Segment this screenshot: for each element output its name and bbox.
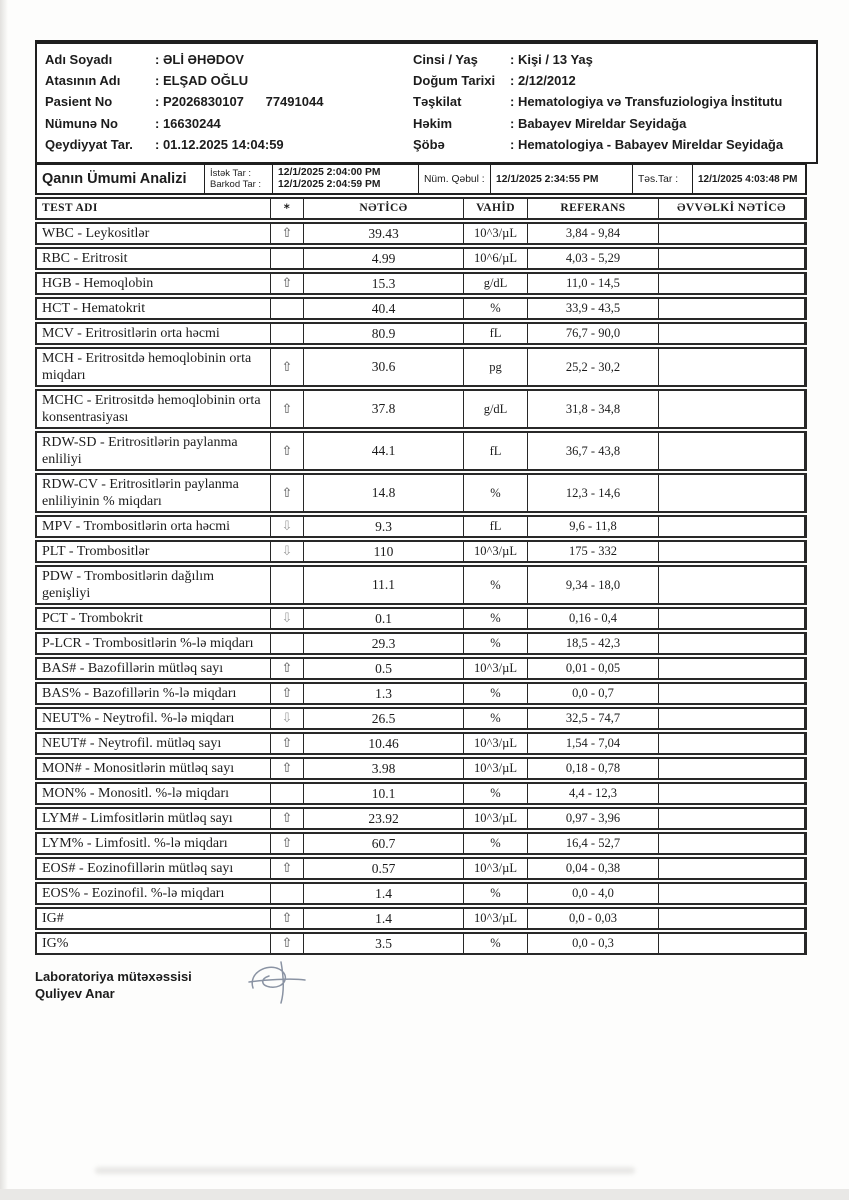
result-value: 1.4 [304,909,464,928]
patient-field-value: : Hematologiya - Babayev Mireldar Seyidağa [510,136,784,152]
previous-result [659,567,805,603]
up-arrow-icon: ⇧ [271,684,304,703]
unit-value: % [464,934,528,953]
result-row [35,682,807,705]
patient-field-value: : Kişi / 13 Yaş [510,52,593,67]
patient-field-label: Pasient No [45,94,113,110]
reference-range: 3,84 - 9,84 [528,224,659,243]
up-arrow-icon: ⇧ [271,274,304,293]
patient-field-value: : Hematologiya və Transfuziologiya İnstitutu [510,94,783,110]
test-name: LYM# - Limfositlərin mütləq sayı [37,809,271,828]
unit-value: 10^3/µL [464,859,528,878]
reference-range: 0,97 - 3,96 [528,809,659,828]
unit-value: % [464,634,528,653]
patient-field-left-1 [45,70,413,91]
test-name: RBC - Eritrosit [37,249,271,268]
result-row [35,431,807,471]
test-name: BAS# - Bazofillərin mütləq sayı [37,659,271,678]
result-row [35,732,807,755]
up-arrow-icon: ⇧ [271,809,304,828]
result-value: 80.9 [304,324,464,343]
flag-cell [271,884,304,903]
unit-value: % [464,684,528,703]
test-name: NEUT# - Neytrofil. mütləq sayı [37,734,271,753]
previous-result [659,734,805,753]
request-date-labels [205,165,273,193]
reference-range: 0,04 - 0,38 [528,859,659,878]
flag-cell [271,249,304,268]
result-row [35,782,807,805]
results-table-body [35,222,807,955]
previous-result [659,249,805,268]
patient-field-value: : 01.12.2025 14:04:59 [155,136,284,152]
test-name: PLT - Trombositlər [37,542,271,561]
previous-result [659,391,805,427]
flag-cell [271,634,304,653]
unit-value: % [464,784,528,803]
previous-result [659,324,805,343]
up-arrow-icon: ⇧ [271,391,304,427]
reference-range: 18,5 - 42,3 [528,634,659,653]
patient-field-value: : ƏLİ ƏHƏDOV [155,52,244,67]
patient-field-label: Qeydiyyat Tar. [45,136,133,152]
previous-result [659,859,805,878]
results-table [35,197,807,955]
previous-result [659,634,805,653]
result-value: 39.43 [304,224,464,243]
unit-value: % [464,475,528,511]
result-row [35,907,807,930]
patient-field-right-2 [413,91,808,112]
tes-tar-label: Təs.Tar : [633,165,693,193]
result-value: 37.8 [304,391,464,427]
reference-range: 0,18 - 0,78 [528,759,659,778]
header-test-adi: TEST ADI [37,199,271,218]
result-value: 1.4 [304,884,464,903]
reference-range: 31,8 - 34,8 [528,391,659,427]
result-value: 23.92 [304,809,464,828]
result-value: 3.98 [304,759,464,778]
unit-value: g/dL [464,391,528,427]
result-row [35,540,807,563]
result-row [35,515,807,538]
patient-field-label: Doğum Tarixi [413,73,496,89]
up-arrow-icon: ⇧ [271,734,304,753]
result-value: 29.3 [304,634,464,653]
result-value: 1.3 [304,684,464,703]
result-row [35,272,807,295]
result-value: 0.57 [304,859,464,878]
patient-info-right-column [413,49,808,155]
patient-field-label: Adı Soyadı [45,52,113,67]
test-name: NEUT% - Neytrofil. %-lə miqdarı [37,709,271,728]
patient-field-right-0 [413,49,808,70]
result-value: 11.1 [304,567,464,603]
result-row [35,347,807,387]
test-name: EOS# - Eozinofillərin mütləq sayı [37,859,271,878]
patient-field-value: : ELŞAD OĞLU [155,73,249,89]
test-name: MPV - Trombositlərin orta həcmi [37,517,271,536]
previous-result [659,475,805,511]
previous-result [659,834,805,853]
reference-range: 33,9 - 43,5 [528,299,659,318]
unit-value: 10^3/µL [464,542,528,561]
test-name: WBC - Leykositlər [37,224,271,243]
scan-smudge [95,1167,635,1174]
patient-field-label: Nümunə No [45,115,118,131]
previous-result [659,709,805,728]
tes-tar-value: 12/1/2025 4:03:48 PM [698,173,798,185]
unit-value: 10^3/µL [464,224,528,243]
istek-tar-value: 12/1/2025 2:04:00 PM [278,166,381,178]
previous-result [659,659,805,678]
unit-value: fL [464,324,528,343]
patient-field-label: Təşkilat [413,94,462,110]
unit-value: g/dL [464,274,528,293]
unit-value: % [464,299,528,318]
result-row [35,857,807,880]
result-row [35,632,807,655]
reference-range: 0,0 - 0,7 [528,684,659,703]
reference-range: 0,16 - 0,4 [528,609,659,628]
result-value: 10.1 [304,784,464,803]
previous-result [659,759,805,778]
unit-value: 10^6/µL [464,249,528,268]
patient-field-right-1 [413,70,808,91]
patient-info-left-column [45,49,413,155]
patient-field-right-3 [413,113,808,134]
result-value: 4.99 [304,249,464,268]
flag-cell [271,784,304,803]
previous-result [659,433,805,469]
reference-range: 175 - 332 [528,542,659,561]
up-arrow-icon: ⇧ [271,909,304,928]
header-evvelki-netice: ƏVVƏLKİ NƏTİCƏ [659,199,805,218]
previous-result [659,609,805,628]
patient-field-left-2 [45,91,413,112]
patient-field-value: : 16630244 [155,115,221,131]
previous-result [659,909,805,928]
num-qebul-label: Nüm. Qəbul : [419,165,491,193]
reference-range: 0,0 - 0,03 [528,909,659,928]
test-name: P-LCR - Trombositlərin %-lə miqdarı [37,634,271,653]
up-arrow-icon: ⇧ [271,433,304,469]
reference-range: 11,0 - 14,5 [528,274,659,293]
result-value: 0.5 [304,659,464,678]
result-row [35,322,807,345]
flag-cell [271,567,304,603]
patient-field-left-3 [45,113,413,134]
unit-value: 10^3/µL [464,909,528,928]
up-arrow-icon: ⇧ [271,349,304,385]
test-name: PCT - Trombokrit [37,609,271,628]
result-row [35,222,807,245]
previous-result [659,542,805,561]
request-date-values [273,165,419,193]
down-arrow-icon: ⇩ [271,709,304,728]
reference-range: 4,4 - 12,3 [528,784,659,803]
result-row [35,882,807,905]
result-value: 30.6 [304,349,464,385]
reference-range: 36,7 - 43,8 [528,433,659,469]
up-arrow-icon: ⇧ [271,659,304,678]
result-row [35,657,807,680]
patient-field-label: Şöbə [413,136,445,152]
up-arrow-icon: ⇧ [271,475,304,511]
unit-value: % [464,884,528,903]
previous-result [659,809,805,828]
unit-value: % [464,609,528,628]
up-arrow-icon: ⇧ [271,859,304,878]
test-name: MCHC - Eritrositdə hemoqlobinin orta konsentrasiyası [37,391,271,427]
unit-value: 10^3/µL [464,659,528,678]
istek-tar-label: İstək Tar : [210,168,252,180]
test-name: IG# [37,909,271,928]
test-name: LYM% - Limfositl. %-lə miqdarı [37,834,271,853]
patient-field-value: : 2/12/2012 [510,73,576,89]
result-value: 3.5 [304,934,464,953]
previous-result [659,349,805,385]
result-row [35,832,807,855]
test-name: MCV - Eritrositlərin orta həcmi [37,324,271,343]
result-value: 40.4 [304,299,464,318]
previous-result [659,224,805,243]
patient-field-left-4 [45,134,413,155]
unit-value: % [464,834,528,853]
signature-mark [243,958,315,1006]
test-name: HGB - Hemoqlobin [37,274,271,293]
num-qebul-value: 12/1/2025 2:34:55 PM [491,165,633,193]
patient-field-label: Həkim [413,115,453,131]
result-row [35,565,807,605]
reference-range: 1,54 - 7,04 [528,734,659,753]
header-referans: REFERANS [528,199,659,218]
result-row [35,297,807,320]
up-arrow-icon: ⇧ [271,759,304,778]
result-row [35,607,807,630]
lab-specialist-name: Quliyev Anar [35,986,115,1002]
patient-field-label: Atasının Adı [45,73,121,89]
header-vahid: VAHİD [464,199,528,218]
down-arrow-icon: ⇩ [271,517,304,536]
unit-value: 10^3/µL [464,734,528,753]
test-name: EOS% - Eozinofil. %-lə miqdarı [37,884,271,903]
test-name: IG% [37,934,271,953]
previous-result [659,934,805,953]
unit-value: fL [464,517,528,536]
reference-range: 76,7 - 90,0 [528,324,659,343]
result-row [35,757,807,780]
analysis-info-bar [35,163,807,195]
unit-value: 10^3/µL [464,809,528,828]
patient-info-box [35,40,818,164]
result-row [35,932,807,955]
result-row [35,247,807,270]
result-row [35,473,807,513]
result-value: 9.3 [304,517,464,536]
patient-field-right-4 [413,134,808,155]
patient-field-label: Cinsi / Yaş [413,52,478,67]
reference-range: 25,2 - 30,2 [528,349,659,385]
result-value: 44.1 [304,433,464,469]
analysis-title: Qanın Ümumi Analizi [37,165,205,193]
previous-result [659,517,805,536]
result-value: 15.3 [304,274,464,293]
test-name: RDW-SD - Eritrositlərin paylanma enliliyi [37,433,271,469]
unit-value: 10^3/µL [464,759,528,778]
unit-value: % [464,567,528,603]
reference-range: 16,4 - 52,7 [528,834,659,853]
test-name: MON# - Monositlərin mütləq sayı [37,759,271,778]
test-name: MCH - Eritrositdə hemoqlobinin orta miqdarı [37,349,271,385]
unit-value: % [464,709,528,728]
lab-specialist-title: Laboratoriya mütəxəssisi [35,969,192,985]
patient-field-value: : Babayev Mireldar Seyidağa [510,115,687,131]
down-arrow-icon: ⇩ [271,609,304,628]
header-netice: NƏTİCƏ [304,199,464,218]
flag-cell [271,324,304,343]
result-value: 26.5 [304,709,464,728]
previous-result [659,684,805,703]
previous-result [659,884,805,903]
result-value: 60.7 [304,834,464,853]
scan-bottom-edge [0,1189,849,1200]
result-value: 110 [304,542,464,561]
footer [35,968,635,1002]
test-name: PDW - Trombositlərin dağılım genişliyi [37,567,271,603]
test-name: HCT - Hematokrit [37,299,271,318]
barkod-tar-label: Barkod Tar : [210,179,262,191]
up-arrow-icon: ⇧ [271,224,304,243]
reference-range: 0,01 - 0,05 [528,659,659,678]
previous-result [659,274,805,293]
reference-range: 4,03 - 5,29 [528,249,659,268]
reference-range: 0,0 - 0,3 [528,934,659,953]
test-name: MON% - Monositl. %-lə miqdarı [37,784,271,803]
result-value: 14.8 [304,475,464,511]
previous-result [659,784,805,803]
flag-cell [271,299,304,318]
result-row [35,389,807,429]
result-row [35,707,807,730]
previous-result [659,299,805,318]
result-value: 10.46 [304,734,464,753]
barkod-tar-value: 12/1/2025 2:04:59 PM [278,179,381,191]
down-arrow-icon: ⇩ [271,542,304,561]
reference-range: 9,34 - 18,0 [528,567,659,603]
up-arrow-icon: ⇧ [271,934,304,953]
reference-range: 12,3 - 14,6 [528,475,659,511]
scan-left-edge [0,0,8,1200]
reference-range: 9,6 - 11,8 [528,517,659,536]
patient-field-left-0 [45,49,413,70]
table-header-row [35,197,807,220]
result-value: 0.1 [304,609,464,628]
test-name: BAS% - Bazofillərin %-lə miqdarı [37,684,271,703]
unit-value: fL [464,433,528,469]
unit-value: pg [464,349,528,385]
reference-range: 32,5 - 74,7 [528,709,659,728]
test-name: RDW-CV - Eritrositlərin paylanma enliliyinin % miqdarı [37,475,271,511]
reference-range: 0,0 - 4,0 [528,884,659,903]
result-row [35,807,807,830]
patient-field-value: : P2026830107 77491044 [155,94,324,110]
header-flag-asterisk: * [271,199,304,218]
up-arrow-icon: ⇧ [271,834,304,853]
